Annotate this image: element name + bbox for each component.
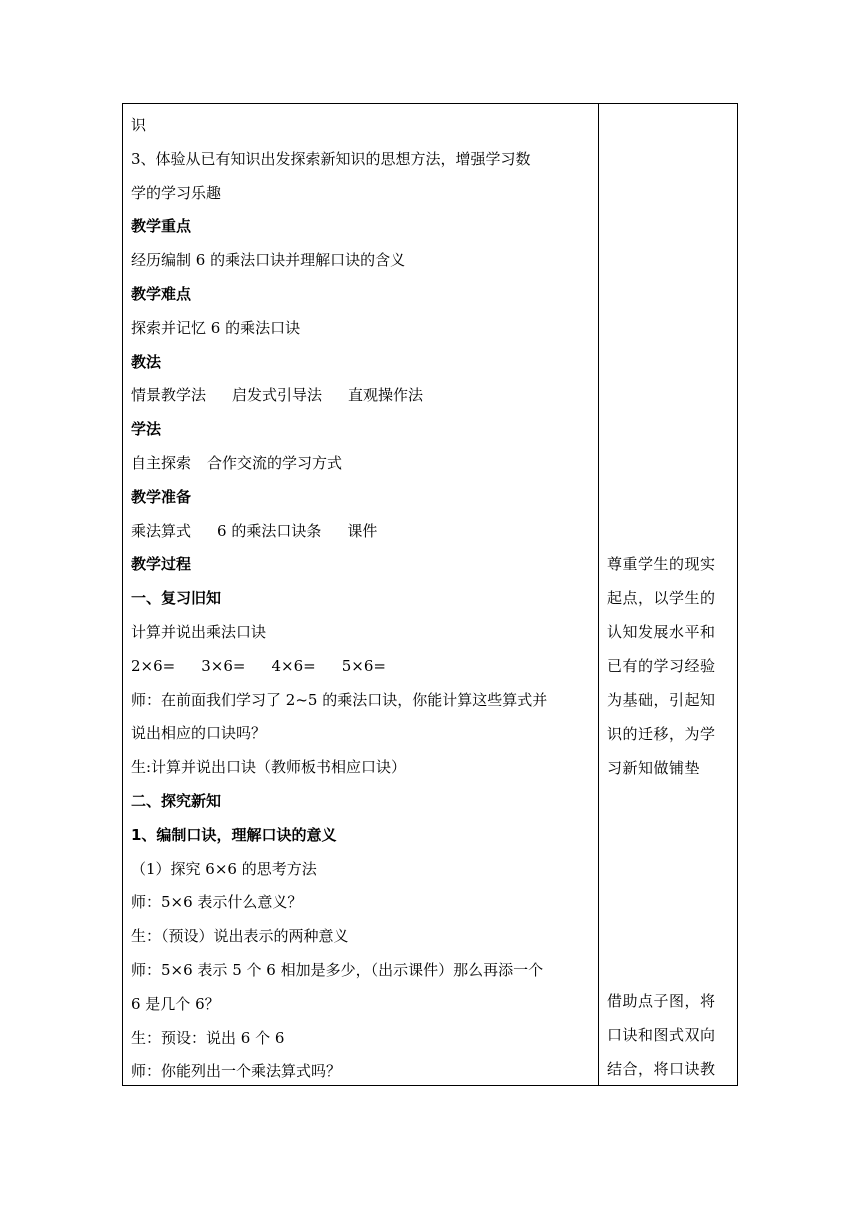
method-item: 启发式引导法 bbox=[232, 386, 323, 405]
lesson-content-column bbox=[131, 109, 593, 1089]
equations-line bbox=[131, 650, 593, 684]
note-line: 认知发展水平和 bbox=[607, 623, 716, 641]
text-line: 说出相应的口诀吗？ bbox=[131, 724, 267, 743]
teaching-methods-line bbox=[131, 379, 593, 413]
text-line: 学的学习乐趣 bbox=[131, 183, 222, 202]
equation: 2×6= bbox=[131, 656, 176, 675]
note-line: 口诀和图式双向 bbox=[607, 1026, 716, 1044]
note-line: 结合，将口诀教 bbox=[607, 1060, 716, 1078]
note-line: 借助点子图，将 bbox=[607, 992, 716, 1010]
text-line: 计算并说出乘法口诀 bbox=[131, 622, 267, 641]
learning-methods-line bbox=[131, 447, 593, 481]
text-line: 3、体验从已有知识出发探索新知识的思想方法，增强学习数 bbox=[131, 149, 531, 168]
note-line: 起点，以学生的 bbox=[607, 589, 716, 607]
section-heading: 一、复习旧知 bbox=[131, 589, 222, 608]
method-item: 自主探索 bbox=[131, 453, 192, 472]
materials-line bbox=[131, 515, 593, 549]
text-line: 师：5×6 表示什么意义？ bbox=[131, 893, 303, 912]
material-item: 乘法算式 bbox=[131, 521, 192, 540]
text-line: 经历编制 6 的乘法口诀并理解口诀的含义 bbox=[131, 251, 406, 270]
text-line: 识 bbox=[131, 116, 147, 134]
section-heading: 二、探究新知 bbox=[131, 791, 222, 810]
text-line: 师：在前面我们学习了 2~5 的乘法口诀，你能计算这些算式并 bbox=[131, 690, 548, 709]
section-heading: 教学难点 bbox=[131, 284, 192, 303]
text-line: 6 是几个 6？ bbox=[131, 994, 220, 1013]
note-line: 尊重学生的现实 bbox=[607, 555, 716, 573]
section-heading: 教学重点 bbox=[131, 217, 192, 236]
text-line: 师：5×6 表示 5 个 6 相加是多少，（出示课件）那么再添一个 bbox=[131, 960, 544, 979]
column-divider bbox=[598, 104, 599, 1085]
equation: 3×6= bbox=[201, 656, 246, 675]
section-heading: 教学准备 bbox=[131, 487, 192, 506]
material-item: 课件 bbox=[347, 521, 378, 540]
design-note-review bbox=[607, 547, 733, 785]
note-line: 为基础，引起知 bbox=[607, 691, 716, 709]
note-line: 已有的学习经验 bbox=[607, 657, 716, 675]
lesson-table bbox=[122, 103, 738, 1086]
method-item: 情景教学法 bbox=[131, 386, 207, 405]
text-line: （1）探究 6×6 的思考方法 bbox=[131, 859, 317, 878]
section-heading: 学法 bbox=[131, 420, 162, 439]
equation: 4×6= bbox=[271, 656, 316, 675]
text-line: 生:计算并说出口诀（教师板书相应口诀） bbox=[131, 758, 407, 777]
method-item: 直观操作法 bbox=[348, 386, 424, 405]
section-heading: 1、编制口诀，理解口诀的意义 bbox=[131, 825, 337, 844]
equation: 5×6= bbox=[341, 656, 386, 675]
note-line: 习新知做铺垫 bbox=[607, 759, 701, 777]
section-heading: 教学过程 bbox=[131, 555, 192, 574]
text-line: 生：（预设）说出表示的两种意义 bbox=[131, 927, 349, 946]
text-line: 师：你能列出一个乘法算式吗？ bbox=[131, 1062, 342, 1081]
note-line: 识的迁移，为学 bbox=[607, 725, 716, 743]
text-line: 探索并记忆 6 的乘法口诀 bbox=[131, 318, 301, 337]
section-heading: 教法 bbox=[131, 352, 162, 371]
method-item: 合作交流的学习方式 bbox=[207, 453, 343, 472]
design-note-dot-diagram bbox=[607, 984, 733, 1086]
material-item: 6 的乘法口诀条 bbox=[217, 521, 322, 540]
text-line: 生：预设：说出 6 个 6 bbox=[131, 1028, 285, 1047]
